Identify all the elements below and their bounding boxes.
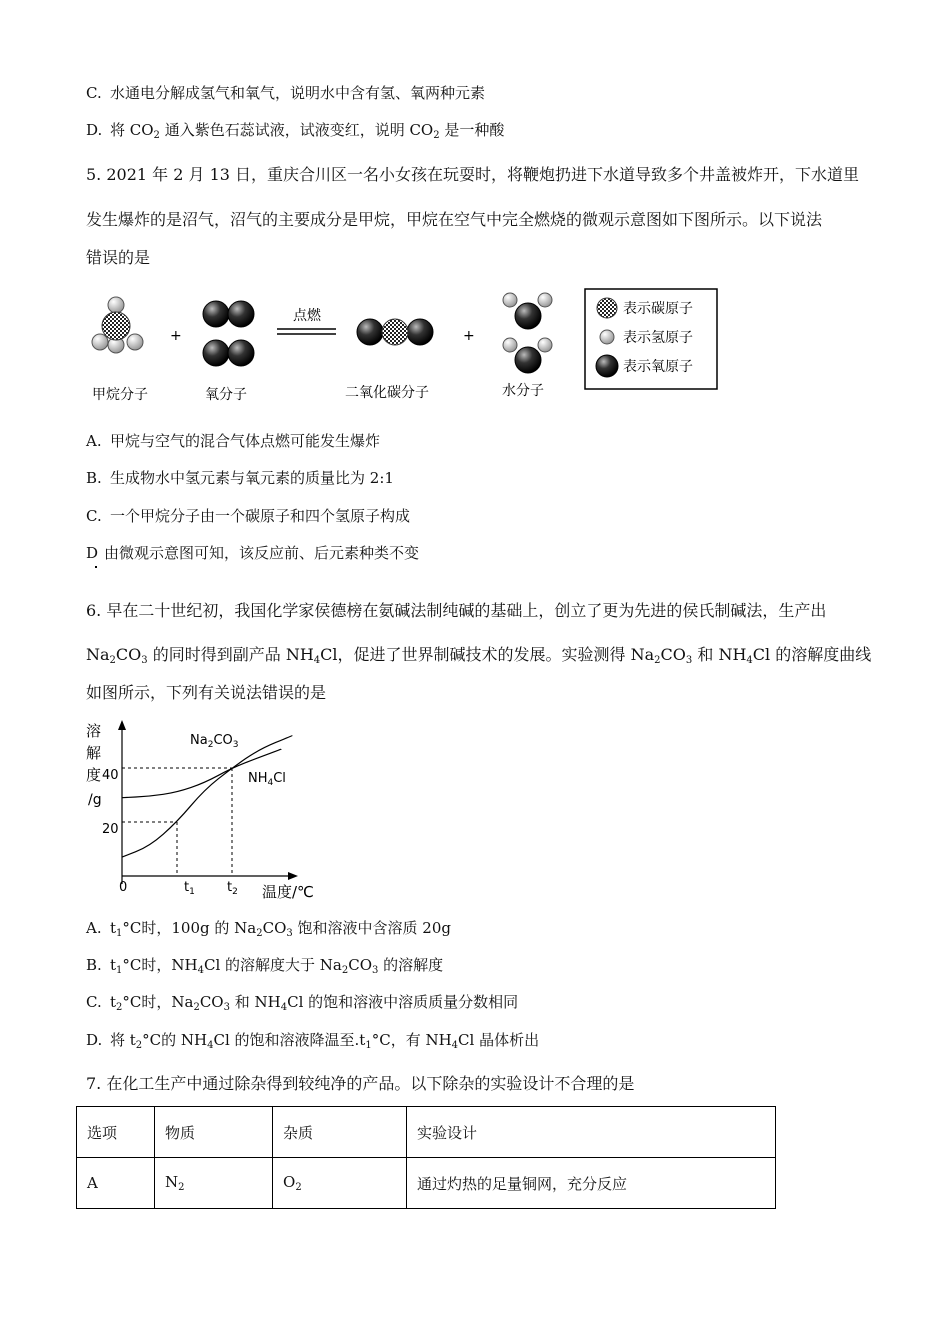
cell-substance: $N_2$ [155,1158,273,1209]
q4-option-c: C. 水通电分解成氢气和氧气，说明水中含有氢、氧两种元素 [86,84,486,102]
methane-molecule [92,297,143,353]
impurity-removal-table [76,1106,776,1209]
y-axis-arrow [118,720,126,730]
x-axis-label: 温度/℃ [262,883,314,901]
y-tick-20: 20 [102,822,119,837]
series-label-nh4cl: $NH_4Cl$ [248,771,286,788]
q5-option-d: D 由微观示意图可知，该反应前、后元素种类不变 [86,544,420,562]
q5-option-b: B. 生成物水中氢元素与氧元素的质量比为 2:1 [86,469,394,487]
stray-dot [95,566,97,568]
label-methane: 甲烷分子 [92,387,148,403]
carbon-dioxide-molecule [357,319,433,345]
q6-option-d: D. 将 $t_2^\circ C$的 $NH_4Cl$ 的饱和溶液降温至$.t_1^\circ C$，有 $NH_4Cl$ 晶体析出 [86,1031,540,1051]
q4-option-d: D. 将 $CO_2$ 通入紫色石蕊试液，试液变红，说明 $CO_2$ 是一种酸 [86,121,505,141]
label-co2: 二氧化碳分子 [345,385,429,401]
series-label-na2co3: $Na_2CO_3$ [190,733,239,750]
q7-stem: 7. 在化工生产中通过除杂得到较纯净的产品。以下除杂的实验设计不合理的是 [86,1074,635,1093]
q5-stem-line2: 发生爆炸的是沼气，沼气的主要成分是甲烷，甲烷在空气中完全燃烧的微观示意图如下图所示。以下说法 [86,210,823,229]
q5-stem-line1: 5. 2021 年 2 月 13 日，重庆合川区一名小女孩在玩耍时，将鞭炮扔进下水道导致多个井盖被炸开，下水道里 [86,165,860,184]
legend-carbon: 表示碳原子 [623,301,693,317]
q6-stem-line1: 6. 早在二十世纪初，我国化学家侯德榜在氨碱法制纯碱的基础上，创立了更为先进的侯氏制碱法，生产出 [86,601,827,620]
plus-sign-1: + [170,328,182,344]
q6-option-a: A. $t_1^\circ C$时，100g 的 $Na_2CO_3$ 饱和溶液中含溶质 20g [86,919,451,939]
header-impurity: 杂质 [273,1107,407,1158]
cell-impurity: $O_2$ [273,1158,407,1209]
label-oxygen: 氧分子 [205,387,247,403]
header-design: 实验设计 [407,1107,776,1158]
ylabel-char-4: /g [88,792,102,808]
ylabel-char-1: 溶 [86,722,102,740]
plus-sign-2: + [463,328,475,344]
solubility-chart [80,712,340,912]
q6-stem-line3: 如图所示，下列有关说法错误的是 [86,683,327,702]
q6-option-b: B. $t_1^\circ C$时，$NH_4Cl$ 的溶解度大于 $Na_2CO_3$ 的溶解度 [86,956,444,976]
reaction-condition: 点燃 [293,308,321,324]
x-tick-t1: $t_1$ [184,880,195,897]
q5-option-a: A. 甲烷与空气的混合气体点燃可能发生爆炸 [86,432,381,450]
x-tick-0: 0 [119,880,128,895]
q6-stem-line2: $Na_2CO_3$ 的同时得到副产品 $NH_4Cl$，促进了世界制碱技术的发展。实验测得 $Na_2CO_3$ 和 $NH_4Cl$ 的溶解度曲线 [86,645,872,666]
ylabel-char-2: 解 [86,744,102,762]
legend-oxygen: 表示氧原子 [623,359,693,375]
header-substance: 物质 [155,1107,273,1158]
legend-hydrogen: 表示氢原子 [623,330,693,346]
cell-design: 通过灼热的足量铜网，充分反应 [407,1158,776,1209]
q5-option-c: C. 一个甲烷分子由一个碳原子和四个氢原子构成 [86,507,411,525]
water-molecules [503,293,552,373]
q6-option-c: C. $t_2^\circ C$时，$Na_2CO_3$ 和 $NH_4Cl$ 的饱和溶液中溶质质量分数相同 [86,993,519,1013]
header-option: 选项 [77,1107,155,1158]
x-tick-t2: $t_2$ [227,880,238,897]
methane-combustion-diagram [80,282,730,412]
atom-legend [585,289,717,389]
oxygen-molecules [203,301,254,366]
q5-stem-line3: 错误的是 [86,248,151,267]
table-header-row [77,1107,776,1158]
ylabel-char-3: 度 [86,766,102,784]
x-axis-arrow [288,872,298,880]
table-row [77,1158,776,1209]
label-water: 水分子 [502,383,544,399]
y-tick-40: 40 [102,768,119,783]
cell-option: A [77,1158,155,1209]
